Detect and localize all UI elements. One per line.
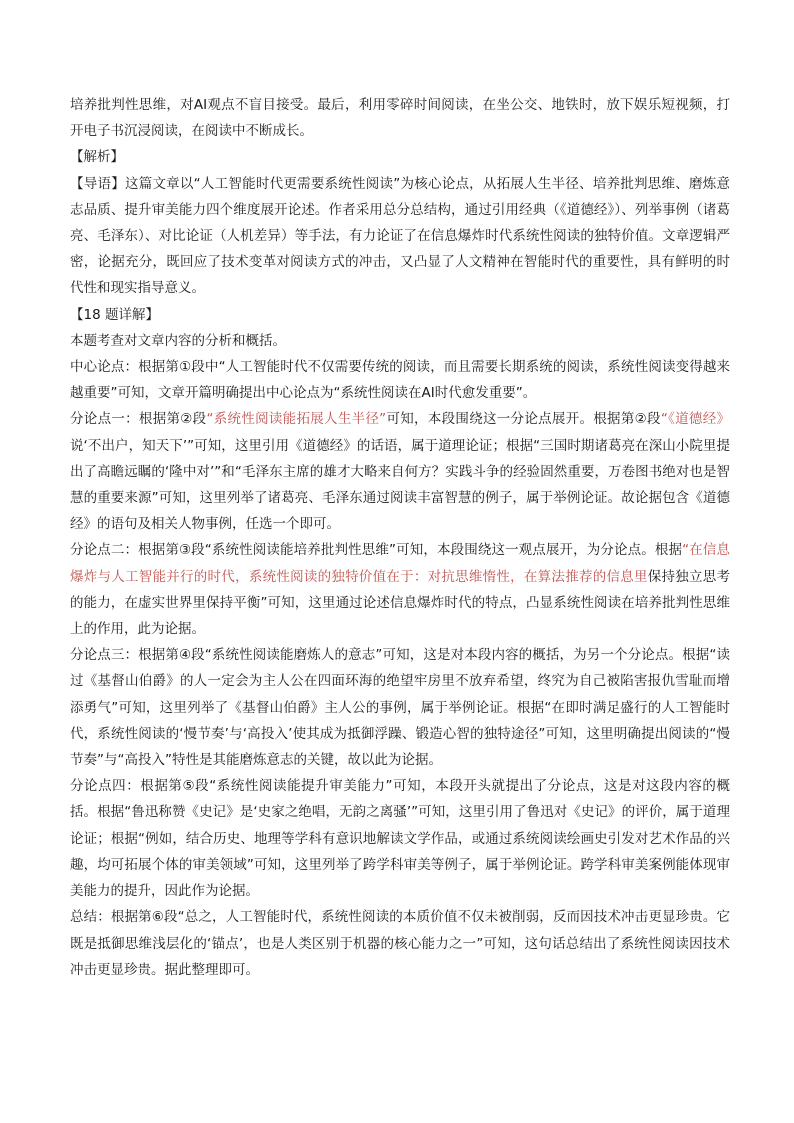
point2-rest: 保持独立思考的能力，在虚实世界里保持平衡”可知，这里通过论述信息爆炸时代的特点，凸显系统性阅读在培养批判性思维上的作用，此为论据。 bbox=[70, 568, 731, 638]
analysis-heading: 【解析】 bbox=[70, 149, 124, 166]
point1-pre: 分论点一：根据第②段 bbox=[70, 411, 207, 428]
q18-intro: 本题考查对文章内容的分析和概括。 bbox=[70, 332, 286, 349]
point1-paragraph bbox=[70, 406, 730, 537]
point4-paragraph: 分论点四：根据第⑤段“系统性阅读能提升审美能力”可知，本段开头就提出了分论点，这是对这段内容的概括。根据“鲁迅称赞《史记》是‘史家之绝唱，无韵之离骚’”可知，这里引用了鲁迅对《史记》的评价，属于道理论证；根据“例如，结合历史、地理等学科有意识地解读文学作品，或通过系统阅读绘画史引发对艺术作品的兴趣，均可拓展个体的审美领域”可知，这里列举了跨学科审美等例子，属于举例论证。跨学科审美案例能体现审美能力的提升，因此作为论据。 bbox=[70, 778, 730, 900]
q18-heading: 【18 题详解】 bbox=[70, 306, 159, 323]
point1-highlight-2: “《道德经》 bbox=[660, 411, 730, 428]
intro-paragraph: 培养批判性思维，对AI观点不盲目接受。最后，利用零碎时间阅读，在坐公交、地铁时，放下娱乐短视频，打开电子书沉浸阅读，在阅读中不断成长。 bbox=[70, 97, 730, 140]
guide-text: 这篇文章以“人工智能时代更需要系统性阅读”为核心论点，从拓展人生半径、培养批判思维、磨炼意志品质、提升审美能力四个维度展开论述。作者采用总分总结构，通过引用经典（《道德经》）、列举事例（诸葛亮、毛泽东）、对比论证（人机差异）等手法，有力论证了在信息爆炸时代系统性阅读的独特价值。文章逻辑严密，论据充分，既回应了技术变革对阅读方式的冲击，又凸显了人文精神在智能时代的重要性，具有鲜明的时代性和现实指导意义。 bbox=[70, 175, 730, 297]
guide-tag: 【导语】 bbox=[70, 175, 125, 192]
point1-mid: 可知，本段围绕这一分论点展开。根据第②段 bbox=[386, 411, 661, 428]
guide-paragraph bbox=[70, 171, 730, 302]
document-body bbox=[70, 92, 730, 983]
point1-highlight-1: “系统性阅读能拓展人生半径” bbox=[206, 411, 387, 428]
point3-paragraph: 分论点三：根据第④段“系统性阅读能磨炼人的意志”可知，这是对本段内容的概括，为另一个分论点。根据“读过《基督山伯爵》的人一定会为主人公在四面环海的绝望牢房里不放弃希望，终究为自己被陷害报仇雪耻而增添勇气”可知，这里列举了《基督山伯爵》主人公的事例，属于举例论证。根据“在即时满足盛行的人工智能时代，系统性阅读的‘慢节奏’与‘高投入’使其成为抵御浮躁、锻造心智的独特途径”可知，这里明确提出阅读的“慢节奏”与“高投入”特性是其能磨炼意志的关键，故以此为论据。 bbox=[70, 647, 730, 769]
point1-rest: 说‘不出户，知天下’”可知，这里引用《道德经》的话语，属于道理论证；根据“三国时期诸葛亮在深山小院里提出了高瞻远瞩的‘隆中对’”和“毛泽东主席的雄才大略来自何方？实践斗争的经验固然重要，万卷图书绝对也是智慧的重要来源”可知，这里列举了诸葛亮、毛泽东通过阅读丰富智慧的例子，属于举例论证。故论据包含《道德经》的语句及相关人物事例，任选一个即可。 bbox=[70, 437, 730, 533]
point2-highlight: “在信息爆炸与人工智能并行的时代，系统性阅读的独特价值在于：对抗思维惰性，在算法推荐的信息里 bbox=[70, 542, 730, 585]
summary-paragraph: 总结：根据第⑥段“总之，人工智能时代，系统性阅读的本质价值不仅未被削弱，反而因技术冲击更显珍贵。它既是抵御思维浅层化的‘锚点’，也是人类区别于机器的核心能力之一”可知，这句话总结出了系统性阅读因技术冲击更显珍贵。据此整理即可。 bbox=[70, 909, 730, 978]
point2-paragraph bbox=[70, 537, 730, 642]
point2-pre: 分论点二：根据第③段“系统性阅读能培养批判性思维”可知，本段围绕这一观点展开，为分论点。根据 bbox=[70, 542, 683, 559]
center-point-paragraph: 中心论点：根据第①段中“人工智能时代不仅需要传统的阅读，而且需要长期系统的阅读，系统性阅读变得越来越重要”可知，文章开篇明确提出中心论点为“系统性阅读在AI时代愈发重要”。 bbox=[70, 359, 730, 402]
